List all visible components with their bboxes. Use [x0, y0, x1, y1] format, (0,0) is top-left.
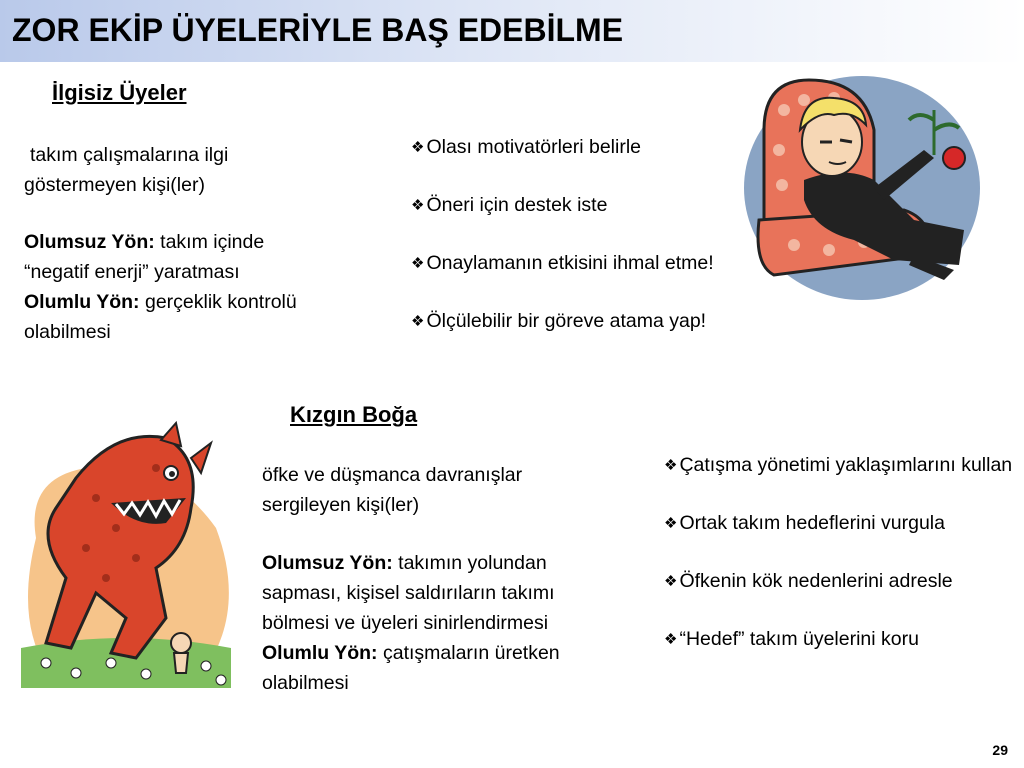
- section1-bullet: ❖ Ölçülebilir bir göreve atama yap!: [411, 310, 707, 332]
- diamond-bullet-icon: ❖: [411, 139, 425, 156]
- section2-bullet: ❖ Çatışma yönetimi yaklaşımlarını kullan: [664, 454, 1013, 476]
- section2-positive-label: Olumlu Yön:: [262, 642, 378, 664]
- diamond-bullet-icon: ❖: [411, 197, 425, 214]
- section2-bullet: ❖ Ortak takım hedeflerini vurgula: [664, 512, 945, 534]
- section1-heading: İlgisiz Üyeler: [52, 80, 187, 105]
- page-number: 29: [992, 742, 1008, 758]
- section1-negative-text: takım içinde “negatif enerji” yaratması: [24, 231, 265, 283]
- section2-description: öfke ve düşmanca davranışlar sergileyen kişi(ler): [262, 464, 523, 516]
- section1-bullet: ❖ Onaylamanın etkisini ihmal etme!: [411, 252, 714, 274]
- section1-positive-label: Olumlu Yön:: [24, 291, 140, 313]
- diamond-bullet-icon: ❖: [411, 255, 425, 272]
- slide-title: ZOR EKİP ÜYELERİYLE BAŞ EDEBİLME: [12, 12, 624, 48]
- section1-description: takım çalışmalarına ilgi göstermeyen kişi(ler): [24, 144, 229, 196]
- bored-man-in-armchair-icon: [734, 70, 984, 310]
- diamond-bullet-icon: ❖: [664, 457, 678, 474]
- section2-heading: Kızgın Boğa: [290, 402, 418, 427]
- section2-negative-label: Olumsuz Yön:: [262, 552, 393, 574]
- angry-red-monster-icon: [16, 418, 236, 698]
- section2-bullet-list: [664, 450, 1014, 655]
- diamond-bullet-icon: ❖: [664, 515, 678, 532]
- section2-positive: [262, 638, 622, 698]
- diamond-bullet-icon: ❖: [411, 313, 425, 330]
- section2-negative: [262, 548, 622, 638]
- section1-negative: [24, 227, 324, 287]
- diamond-bullet-icon: ❖: [664, 631, 678, 648]
- section2-negative-text: takımın yolundan sapması, kişisel saldırıların takımı bölmesi ve üyeleri sinirlendirmesi: [262, 552, 555, 634]
- section1-positive: [24, 287, 354, 347]
- section1-bullet: ❖ Öneri için destek iste: [411, 194, 608, 216]
- section2-bullet: ❖ Öfkenin kök nedenlerini adresle: [664, 570, 953, 592]
- section2-positive-text: çatışmaların üretken olabilmesi: [262, 642, 560, 694]
- section1-positive-text: gerçeklik kontrolü olabilmesi: [24, 291, 297, 343]
- section1-bullet-list: [411, 132, 721, 337]
- title-bar: [0, 0, 1024, 62]
- diamond-bullet-icon: ❖: [664, 573, 678, 590]
- section2-bullet: ❖ “Hedef” takım üyelerini koru: [664, 628, 919, 650]
- section1-negative-label: Olumsuz Yön:: [24, 231, 155, 253]
- section1-bullet: ❖ Olası motivatörleri belirle: [411, 136, 642, 158]
